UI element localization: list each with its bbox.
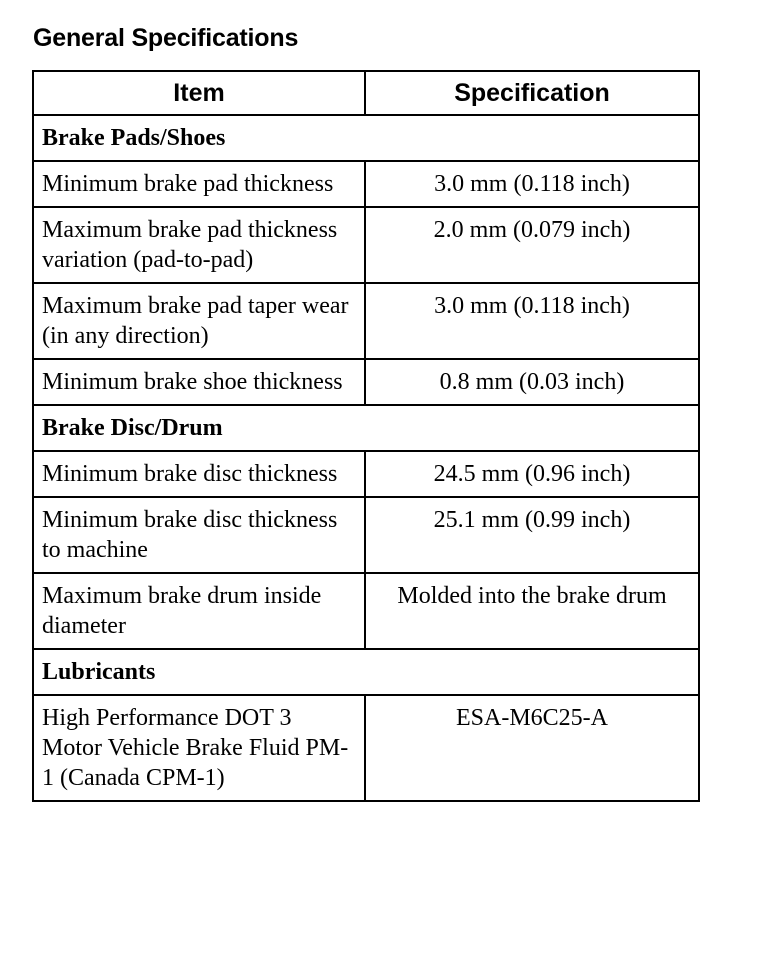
table-row <box>33 207 699 283</box>
table-header-row <box>33 71 699 115</box>
table-row <box>33 161 699 207</box>
spec-cell: Molded into the brake drum <box>365 573 699 649</box>
section-title: Lubricants <box>33 649 699 695</box>
spec-cell: 2.0 mm (0.079 inch) <box>365 207 699 283</box>
item-cell: Maximum brake drum inside diameter <box>33 573 365 649</box>
specifications-table <box>32 70 700 802</box>
item-cell: Minimum brake disc thickness to machine <box>33 497 365 573</box>
page-title: General Specifications <box>33 24 299 52</box>
item-cell: Minimum brake shoe thickness <box>33 359 365 405</box>
spec-cell: 24.5 mm (0.96 inch) <box>365 451 699 497</box>
item-cell: High Performance DOT 3 Motor Vehicle Brake Fluid PM-1 (Canada CPM-1) <box>33 695 365 801</box>
table-row <box>33 359 699 405</box>
spec-cell: 3.0 mm (0.118 inch) <box>365 283 699 359</box>
table-row <box>33 573 699 649</box>
section-row-brake-pads-shoes <box>33 115 699 161</box>
table-row <box>33 451 699 497</box>
spec-cell: ESA-M6C25-A <box>365 695 699 801</box>
spec-cell: 3.0 mm (0.118 inch) <box>365 161 699 207</box>
column-header-specification: Specification <box>365 71 699 115</box>
section-title: Brake Disc/Drum <box>33 405 699 451</box>
section-row-brake-disc-drum <box>33 405 699 451</box>
table-row <box>33 283 699 359</box>
table-row <box>33 695 699 801</box>
section-title: Brake Pads/Shoes <box>33 115 699 161</box>
item-cell: Maximum brake pad taper wear (in any direction) <box>33 283 365 359</box>
item-cell: Minimum brake pad thickness <box>33 161 365 207</box>
spec-cell: 25.1 mm (0.99 inch) <box>365 497 699 573</box>
item-cell: Minimum brake disc thickness <box>33 451 365 497</box>
table-row <box>33 497 699 573</box>
item-cell: Maximum brake pad thickness variation (pad-to-pad) <box>33 207 365 283</box>
spec-cell: 0.8 mm (0.03 inch) <box>365 359 699 405</box>
column-header-item: Item <box>33 71 365 115</box>
section-row-lubricants <box>33 649 699 695</box>
